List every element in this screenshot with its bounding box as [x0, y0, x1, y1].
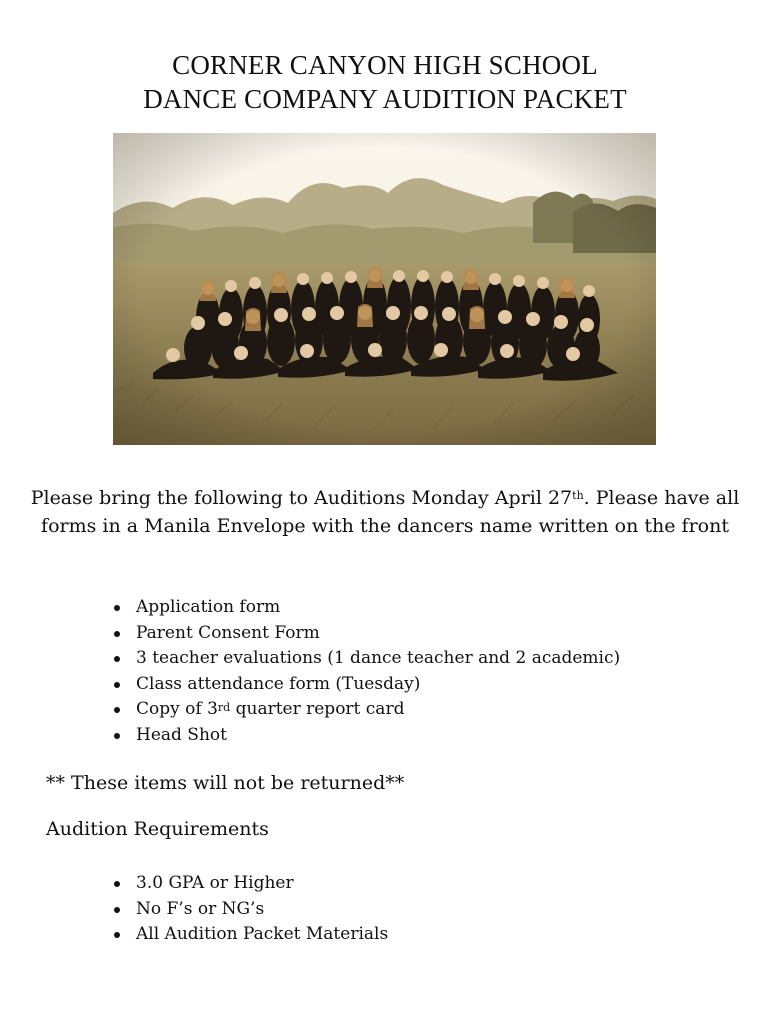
instructions-paragraph — [30, 484, 740, 540]
list-item-text: No F’s or NG’s — [136, 898, 265, 919]
list-item-text: Parent Consent Form — [136, 622, 320, 643]
title-line-packet: DANCE COMPANY AUDITION PACKET — [143, 84, 627, 114]
list-item-text: Copy of 3 — [136, 699, 218, 719]
list-item-text: 3 teacher evaluations (1 dance teacher and 2 academic) — [136, 648, 621, 668]
group-photo-graphic — [113, 133, 656, 445]
list-item-superscript: rd — [217, 701, 231, 714]
list-item — [110, 697, 620, 723]
instructions-superscript: th — [572, 489, 584, 502]
list-item — [110, 672, 620, 698]
requirements-heading: Audition Requirements — [46, 818, 269, 840]
list-item — [110, 871, 388, 897]
list-item — [110, 897, 388, 923]
list-item-text: Head Shot — [136, 724, 227, 745]
list-item-text: Application form — [136, 597, 281, 617]
required-items-list — [110, 595, 620, 748]
group-photo-icon — [113, 133, 656, 445]
list-item-text: Class attendance form (Tuesday) — [136, 673, 421, 694]
instructions-text-start: Please bring the following to Auditions Monday April 27 — [30, 487, 573, 509]
page-title — [0, 48, 770, 116]
list-item — [110, 646, 620, 672]
list-item — [110, 621, 620, 647]
not-returned-note: ** These items will not be returned** — [46, 772, 405, 794]
list-item — [110, 922, 388, 948]
list-item-text-end: quarter report card — [230, 699, 405, 719]
list-item-text: All Audition Packet Materials — [136, 924, 389, 944]
requirements-list — [110, 871, 388, 948]
list-item-text: 3.0 GPA or Higher — [136, 873, 294, 893]
list-item — [110, 723, 620, 749]
instructions-text-end: . Please have all forms in a Manila Envelope with the dancers name written on the front — [41, 487, 740, 537]
title-line-school: CORNER CANYON HIGH SCHOOL — [172, 50, 598, 80]
list-item — [110, 595, 620, 621]
